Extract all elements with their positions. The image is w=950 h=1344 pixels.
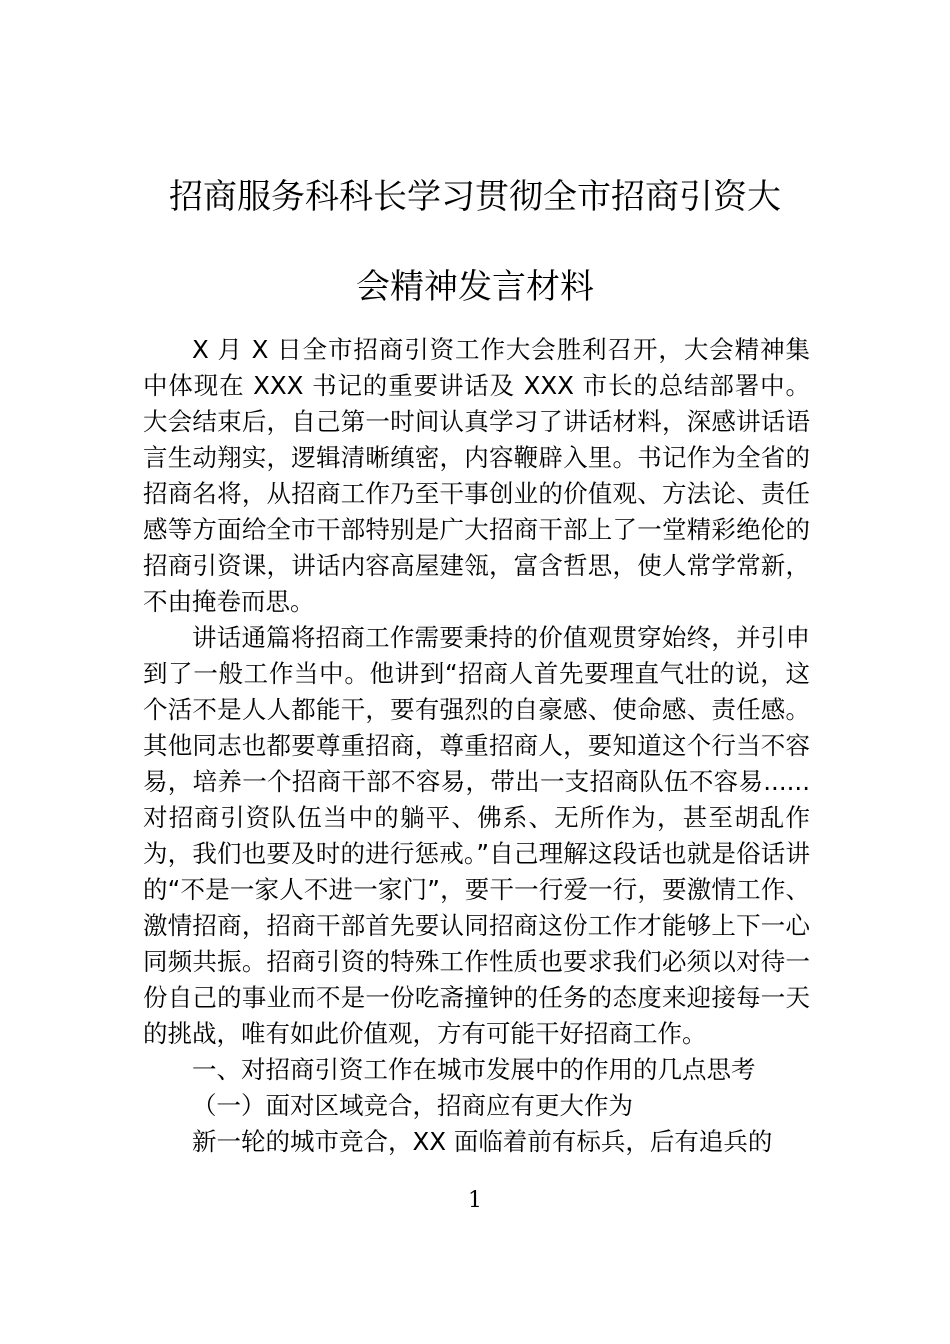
title-line-2: 会精神发言材料	[356, 267, 594, 307]
document-title	[140, 152, 810, 332]
document-body	[143, 332, 810, 1160]
paragraph-3: 新一轮的城市竞合，XX 面临着前有标兵，后有追兵的	[192, 1127, 773, 1156]
section-heading: 一、对招商引资工作在城市发展中的作用的几点思考	[192, 1055, 756, 1084]
page-number: 1	[468, 1188, 482, 1213]
paragraph-2: 讲话通篇将招商工作需要秉持的价值观贯穿始终，并引申到了一般工作当中。他讲到“招商人首先要理直气壮的说，这个活不是人人都能干，要有强烈的自豪感、使命感、责任感。其他同志也都要尊重招商，尊重招商人，要知道这个行当不容易，培养一个招商干部不容易，带出一支招商队伍不容易......对招商引资队伍当中的躺平、佛系、无所作为，甚至胡乱作为，我们也要及时的进行惩戒。”自己理解这段话也就是俗话讲的“不是一家人不进一家门”，要干一行爱一行，要激情工作、激情招商，招商干部首先要认同招商这份工作才能够上下一心同频共振。招商引资的特殊工作性质也要求我们必须以对待一份自己的事业而不是一份吃斋撞钟的任务的态度来迎接每一天的挑战，唯有如此价值观，方有可能干好招商工作。	[143, 623, 810, 1048]
paragraph-1: X 月 X 日全市招商引资工作大会胜利召开，大会精神集中体现在 XXX 书记的重要讲话及 XXX 市长的总结部署中。大会结束后，自己第一时间认真学习了讲话材料，深感讲话语言生动翔实，逻辑清晰缜密，内容鞭辟入里。书记作为全省的招商名将，从招商工作乃至干事创业的价值观、方法论、责任感等方面给全市干部特别是广大招商干部上了一堂精彩绝伦的招商引资课，讲话内容高屋建瓴，富含哲思，使人常学常新，不由掩卷而思。	[143, 335, 810, 616]
title-line-1: 招商服务科科长学习贯彻全市招商引资大	[169, 177, 781, 217]
subsection-heading: （一）面对区域竞合，招商应有更大作为	[192, 1091, 633, 1120]
